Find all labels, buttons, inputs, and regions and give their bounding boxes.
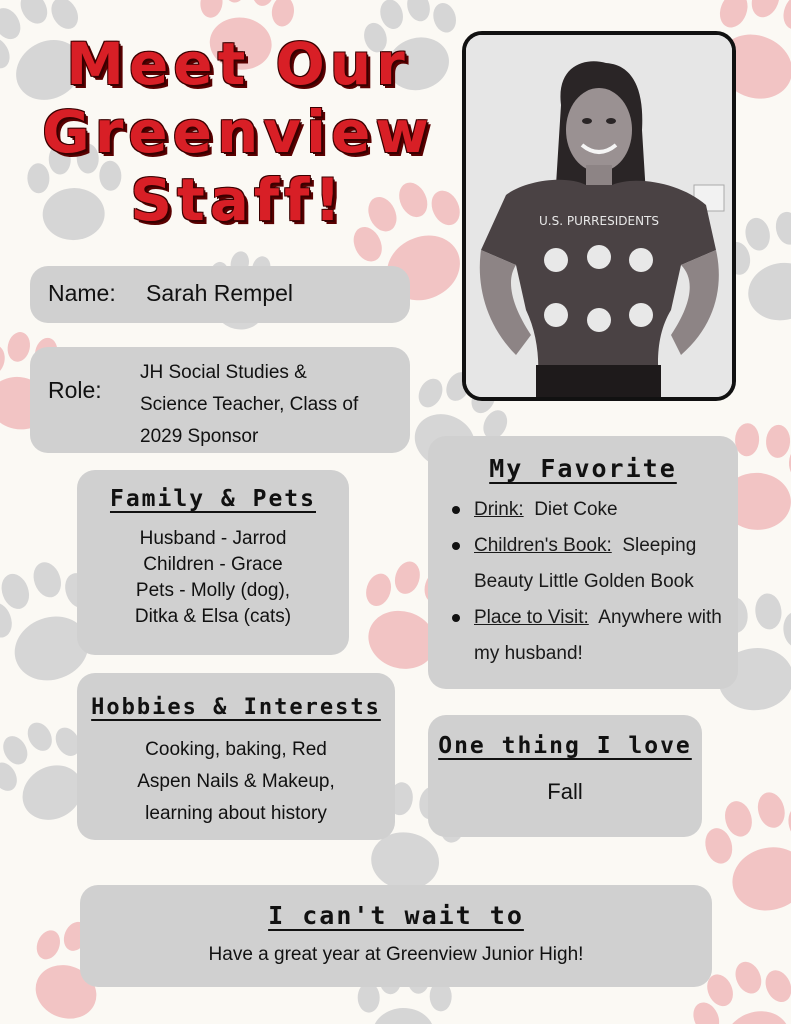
wait-heading: I can't wait to bbox=[268, 901, 524, 930]
favorite-key: Drink: bbox=[474, 499, 524, 520]
family-pets-heading: Family & Pets bbox=[109, 486, 316, 512]
hobbies-line: learning about history bbox=[145, 803, 327, 824]
hobbies-line: Aspen Nails & Makeup, bbox=[137, 771, 335, 792]
name-box bbox=[30, 266, 410, 323]
favorite-key: Children's Book: bbox=[474, 535, 612, 556]
love-value: Fall bbox=[547, 779, 583, 804]
favorite-key: Place to Visit: bbox=[474, 607, 589, 628]
family-line: Children - Grace bbox=[143, 554, 283, 575]
hobbies-heading: Hobbies & Interests bbox=[91, 695, 381, 720]
role-value bbox=[140, 357, 358, 453]
role-value-line: 2029 Sponsor bbox=[140, 426, 259, 447]
title-line-1: Meet Our bbox=[66, 30, 410, 98]
favorite-value: Anywhere with my husband! bbox=[474, 607, 722, 664]
hobbies-box bbox=[77, 673, 395, 840]
hobbies-line: Cooking, baking, Red bbox=[145, 739, 327, 760]
staff-photo bbox=[462, 31, 736, 401]
page-title bbox=[28, 30, 448, 234]
family-line: Pets - Molly (dog), bbox=[135, 580, 291, 601]
shirt-text: U.S. PURRESIDENTS bbox=[538, 214, 660, 228]
love-heading: One thing I love bbox=[438, 733, 692, 759]
family-pets-list bbox=[77, 526, 349, 630]
favorite-value: Diet Coke bbox=[534, 499, 618, 520]
role-box bbox=[30, 347, 410, 453]
favorite-item-place bbox=[450, 600, 730, 672]
wait-value: Have a great year at Greenview Junior High! bbox=[208, 944, 584, 965]
role-value-line: JH Social Studies & bbox=[140, 362, 307, 383]
family-line: Husband - Jarrod bbox=[139, 528, 287, 549]
favorites-list bbox=[450, 492, 730, 672]
title-line-3: Staff! bbox=[130, 166, 346, 234]
family-line: Ditka & Elsa (cats) bbox=[134, 606, 292, 627]
name-label: Name: bbox=[48, 280, 116, 306]
family-pets-box bbox=[77, 470, 349, 655]
favorites-heading: My Favorite bbox=[489, 454, 677, 483]
favorites-box bbox=[428, 436, 738, 689]
staff-photo-illustration bbox=[466, 35, 732, 397]
title-line-2: Greenview bbox=[42, 98, 434, 166]
hobbies-list bbox=[77, 734, 395, 830]
love-box bbox=[428, 715, 702, 837]
favorite-item-drink bbox=[450, 492, 730, 528]
role-value-line: Science Teacher, Class of bbox=[140, 394, 359, 415]
role-label: Role: bbox=[48, 377, 102, 403]
favorite-item-book bbox=[450, 528, 730, 600]
wait-box bbox=[80, 885, 712, 987]
name-value: Sarah Rempel bbox=[146, 280, 294, 306]
favorite-value: Sleeping Beauty Little Golden Book bbox=[474, 535, 697, 592]
